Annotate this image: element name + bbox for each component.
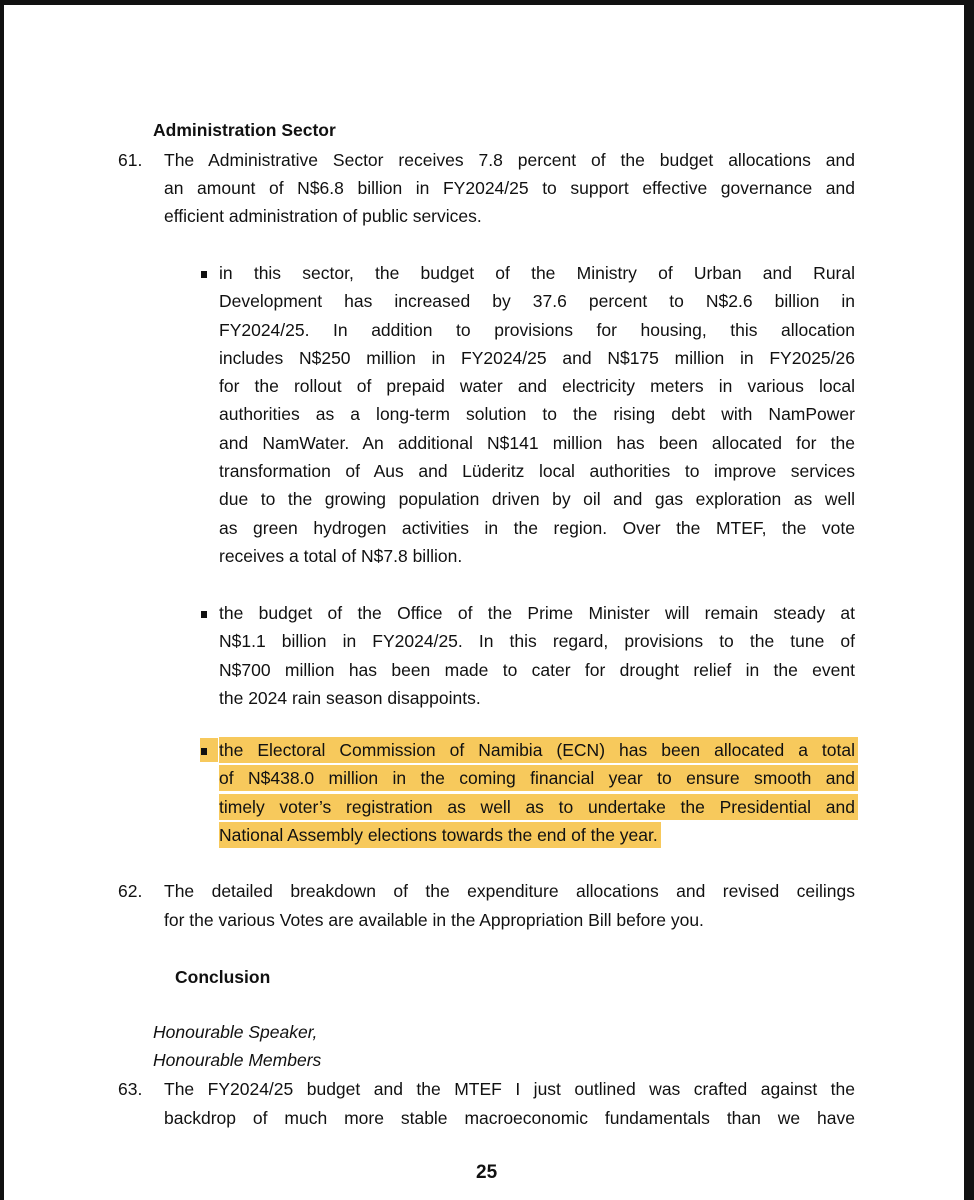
bullet3-line: of N$438.0 million in the coming financial year to ensure smooth and <box>219 765 858 791</box>
bullet1-line: and NamWater. An additional N$141 million has been allocated for the <box>219 433 855 453</box>
bullet1-line: FY2024/25. In addition to provisions for housing, this allocation <box>219 320 855 340</box>
conclusion-heading: Conclusion <box>175 967 271 987</box>
p63-line: backdrop of much more stable macroeconomic fundamentals than we have <box>164 1108 855 1128</box>
p62-line: The detailed breakdown of the expenditure allocations and revised ceilings <box>164 881 855 901</box>
bullet-icon <box>201 271 207 278</box>
bullet-icon <box>201 611 207 618</box>
bullet3-line: National Assembly elections towards the end of the year. <box>219 822 661 848</box>
p62-line: for the various Votes are available in the Appropriation Bill before you. <box>164 910 704 930</box>
bullet-icon <box>201 748 207 755</box>
document-page <box>4 5 964 1200</box>
paragraph-number: 61. <box>118 150 143 170</box>
bullet1-line: in this sector, the budget of the Ministry of Urban and Rural <box>219 263 855 283</box>
bullet1-line: for the rollout of prepaid water and electricity meters in various local <box>219 376 855 396</box>
salutation-speaker: Honourable Speaker, <box>153 1022 318 1042</box>
p61-line: The Administrative Sector receives 7.8 percent of the budget allocations and <box>164 150 855 170</box>
bullet1-line: transformation of Aus and Lüderitz local authorities to improve services <box>219 461 855 481</box>
p61-line: an amount of N$6.8 billion in FY2024/25 to support effective governance and <box>164 178 855 198</box>
bullet1-line: Development has increased by 37.6 percent to N$2.6 billion in <box>219 291 855 311</box>
bullet2-line: N$700 million has been made to cater for drought relief in the event <box>219 660 855 680</box>
paragraph-number: 62. <box>118 881 143 901</box>
bullet1-line: receives a total of N$7.8 billion. <box>219 546 463 566</box>
bullet1-line: due to the growing population driven by oil and gas exploration as well <box>219 489 855 509</box>
bullet3-line: the Electoral Commission of Namibia (ECN) has been allocated a total <box>219 737 858 763</box>
bullet1-line: as green hydrogen activities in the region. Over the MTEF, the vote <box>219 518 855 538</box>
bullet3-line: timely voter’s registration as well as to undertake the Presidential and <box>219 794 858 820</box>
bullet1-line: authorities as a long-term solution to the rising debt with NamPower <box>219 404 855 424</box>
bullet2-line: the 2024 rain season disappoints. <box>219 688 481 708</box>
bullet1-line: includes N$250 million in FY2024/25 and N$175 million in FY2025/26 <box>219 348 855 368</box>
salutation-members: Honourable Members <box>153 1050 322 1070</box>
bullet2-line: the budget of the Office of the Prime Minister will remain steady at <box>219 603 855 623</box>
bullet2-line: N$1.1 billion in FY2024/25. In this regard, provisions to the tune of <box>219 631 855 651</box>
p63-line: The FY2024/25 budget and the MTEF I just outlined was crafted against the <box>164 1079 855 1099</box>
paragraph-number: 63. <box>118 1079 143 1099</box>
section-heading: Administration Sector <box>153 120 336 140</box>
page-number: 25 <box>476 1162 498 1183</box>
p61-line: efficient administration of public services. <box>164 206 482 226</box>
